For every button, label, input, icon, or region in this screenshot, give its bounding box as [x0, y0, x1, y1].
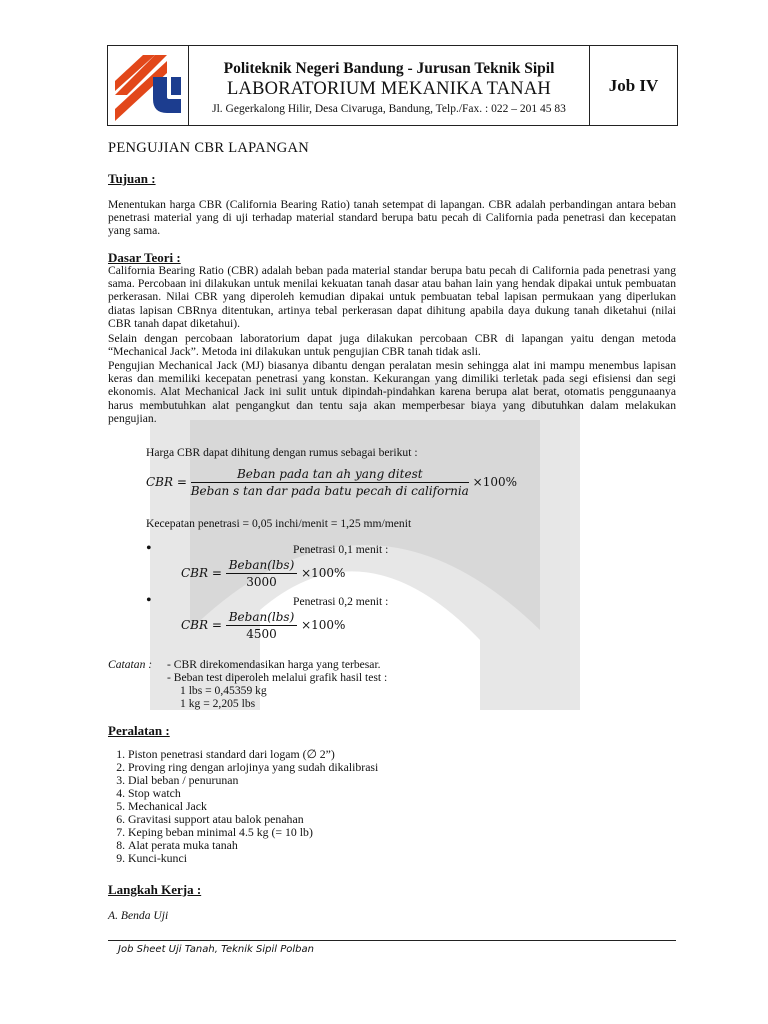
dasar-teori-p3: Pengujian Mechanical Jack (MJ) biasanya dibantu dengan peralatan mesin sehingga alat ini mampu menembus lapisan keras dan memiliki kecepatan penetrasi yang konstan. Kekurangan yang dimiliki terletak pada segi efisiensi dan segi ekonomis. Alat Mechanical Jack ini sulit untuk dipindah-pindahkan karena berupa alat berat, otomatis penggunaanya harus membutuhkan alat pengangkut dan tentu saja akan memperbesar biaya yang dibutuhkan dalam melakukan pengujian. — [108, 359, 676, 425]
dasar-teori-p2: Selain dengan percobaan laboratorium dapat juga dilakukan percobaan CBR di lapangan yaitu dengan metoda “Mechanical Jack”. Metoda ini dilakukan untuk pengujian CBR tanah tidak asli. — [108, 332, 676, 359]
formula-intro: Harga CBR dapat dihitung dengan rumus sebagai berikut : — [146, 446, 418, 459]
list-item: 3. Dial beban / penurunan — [128, 774, 668, 787]
job-number: Job IV — [589, 46, 677, 125]
formula-fraction — [191, 467, 469, 498]
institution-name: Politeknik Negeri Bandung - Jurusan Teknik Sipil — [223, 60, 555, 77]
list-item: 1. Piston penetrasi standard dari logam (∅ 2”) — [128, 748, 668, 761]
list-item: 4. Stop watch — [128, 787, 668, 800]
tujuan-text: Menentukan harga CBR (California Bearing Ratio) tanah setempat di lapangan. CBR adalah perbandingan antara beban penetrasi material yang di uji terhadap material standard berupa batu pecah di California pada penetrasi dan kecepatan yang sama. — [108, 198, 676, 238]
penetration-2-formula — [181, 610, 345, 641]
tujuan-heading: Tujuan : — [108, 171, 156, 186]
list-item: 2. Proving ring dengan arlojinya yang sudah dikalibrasi — [128, 761, 668, 774]
catatan-line-2: - Beban test diperoleh melalui grafik hasil test : — [167, 671, 388, 684]
formula-lhs: CBR = — [181, 618, 222, 632]
formula-denominator: 3000 — [246, 575, 277, 589]
formula-denominator: Beban s tan dar pada batu pecah di california — [190, 484, 469, 498]
formula-fraction — [226, 610, 298, 641]
bullet-2: • — [146, 592, 152, 609]
dasar-teori-p1: California Bearing Ratio (CBR) adalah beban pada material standar berupa batu pecah di California pada penetrasi yang sama. Percobaan ini dilakukan untuk menilai kekuatan tanah dasar atau bahan lain yang hendak dipakai untuk pembuatan perkerasan. Nilai CBR yang diperoleh kemudian dipakai untuk pembuatan tebal lapisan permukaan yang diperlukan diatas lapisan CBRnya ditentukan, artinya tebal perkerasan dapat dihitung apabila daya dukung tanah diketahui (nilai CBR tanah dapat diketahui). — [108, 264, 676, 330]
document-header — [107, 45, 678, 126]
benda-uji-subheading: A. Benda Uji — [108, 909, 169, 922]
formula-fraction — [226, 558, 298, 589]
list-item: 7. Keping beban minimal 4.5 kg (= 10 lb) — [128, 826, 668, 839]
formula-multiplier: ×100% — [472, 475, 518, 489]
document-title: PENGUJIAN CBR LAPANGAN — [108, 140, 310, 156]
catatan-line-1: - CBR direkomendasikan harga yang terbesar. — [167, 658, 381, 671]
formula-numerator: Beban pada tan ah yang ditest — [191, 467, 469, 483]
formula-multiplier: ×100% — [301, 618, 346, 632]
cbr-main-formula — [146, 467, 517, 498]
dasar-teori-heading: Dasar Teori : — [108, 250, 181, 265]
penetration-speed: Kecepatan penetrasi = 0,05 inchi/menit = 1,25 mm/menit — [146, 517, 412, 530]
formula-numerator: Beban(lbs) — [226, 558, 298, 574]
penetration-1-label: Penetrasi 0,1 menit : — [293, 543, 389, 556]
peralatan-list — [108, 748, 668, 865]
formula-lhs: CBR = — [181, 566, 222, 580]
list-item: 9. Kunci-kunci — [128, 852, 668, 865]
peralatan-heading: Peralatan : — [108, 723, 170, 738]
footer-text: Job Sheet Uji Tanah, Teknik Sipil Polban — [118, 944, 314, 955]
footer-divider — [108, 940, 676, 941]
formula-numerator: Beban(lbs) — [226, 610, 298, 626]
penetration-1-formula — [181, 558, 345, 589]
polban-logo — [108, 46, 189, 125]
header-title-block — [189, 46, 589, 125]
catatan-line-4: 1 kg = 2,205 lbs — [180, 697, 256, 710]
formula-denominator: 4500 — [246, 627, 277, 641]
lab-address: Jl. Gegerkalong Hilir, Desa Civaruga, Bandung, Telp./Fax. : 022 – 201 45 83 — [212, 103, 566, 115]
langkah-kerja-heading: Langkah Kerja : — [108, 882, 202, 897]
penetration-2-label: Penetrasi 0,2 menit : — [293, 595, 389, 608]
formula-lhs: CBR = — [146, 475, 187, 489]
formula-multiplier: ×100% — [301, 566, 346, 580]
catatan-line-3: 1 lbs = 0,45359 kg — [180, 684, 267, 697]
catatan-label: Catatan : — [108, 658, 153, 671]
list-item: 6. Gravitasi support atau balok penahan — [128, 813, 668, 826]
bullet-1: • — [146, 540, 152, 557]
list-item: 5. Mechanical Jack — [128, 800, 668, 813]
lab-name: LABORATORIUM MEKANIKA TANAH — [227, 79, 551, 99]
list-item: 8. Alat perata muka tanah — [128, 839, 668, 852]
